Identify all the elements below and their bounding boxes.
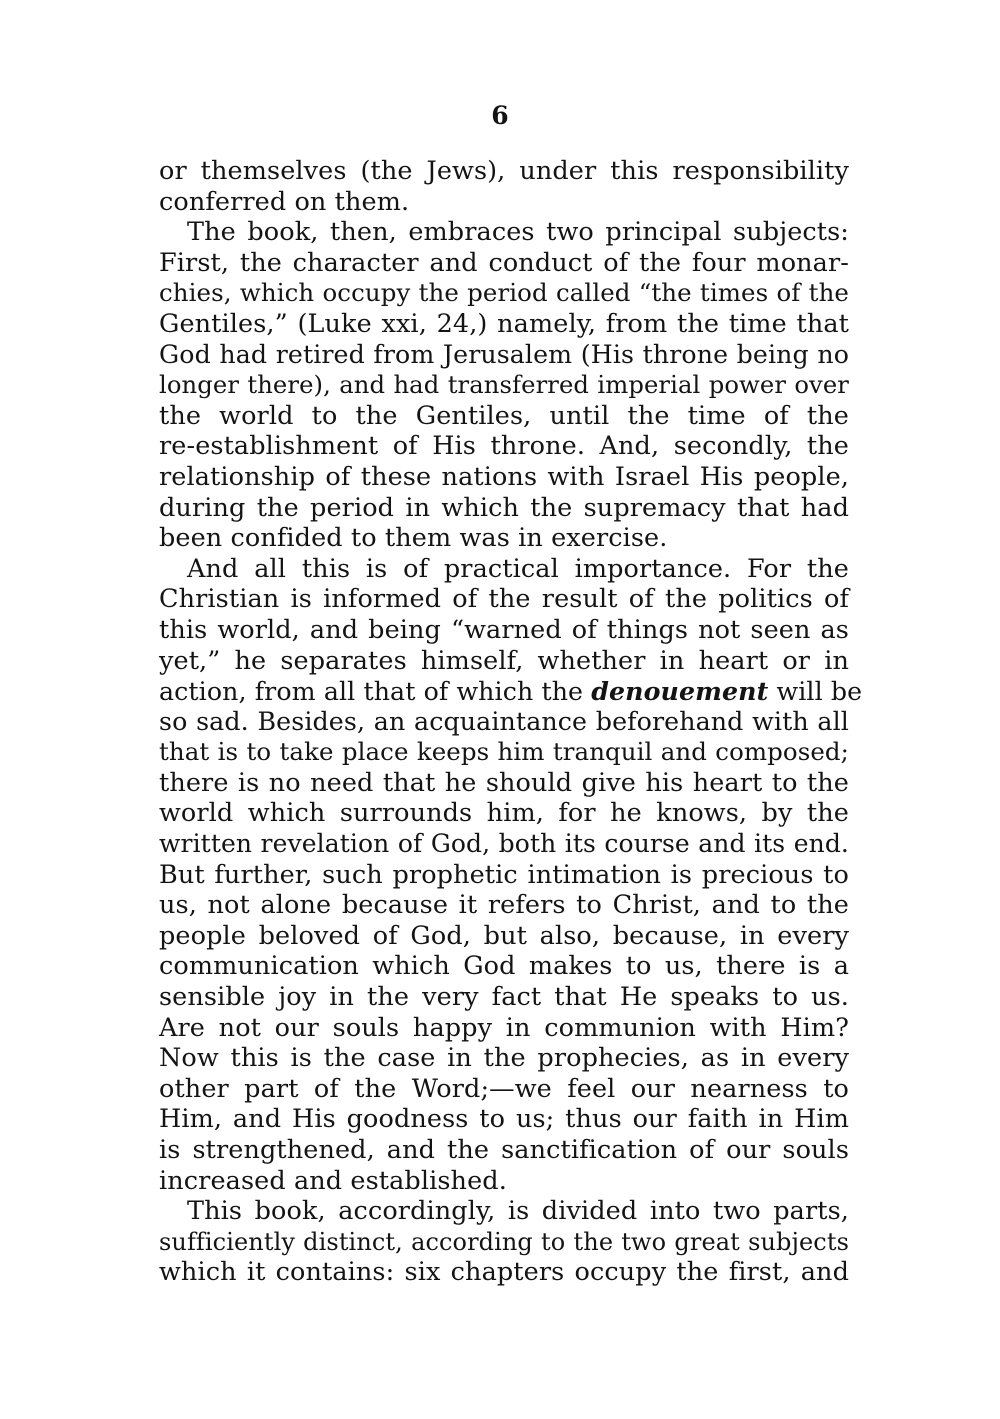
text-line: people beloved of God, but also, because, in every bbox=[159, 920, 849, 951]
text-line-part: will be bbox=[768, 677, 863, 707]
text-line: And all this is of practical importance. For the bbox=[187, 553, 849, 584]
text-line: increased and established. bbox=[159, 1165, 507, 1196]
text-line: God had retired from Jerusalem (His throne being no bbox=[159, 339, 849, 369]
text-line: during the period in which the supremacy that had bbox=[159, 492, 849, 523]
text-line: conferred on them. bbox=[159, 186, 410, 217]
text-line: This book, accordingly, is divided into two parts, bbox=[187, 1196, 849, 1227]
text-line: that is to take place keeps him tranquil and composed; bbox=[159, 737, 849, 767]
page-number: 6 bbox=[491, 101, 509, 130]
text-line: First, the character and conduct of the four monar- bbox=[159, 247, 849, 278]
text-line: Are not our souls happy in communion with Him? bbox=[159, 1012, 849, 1043]
text-line: or themselves (the Jews), under this responsibility bbox=[159, 156, 849, 186]
text-line: this world, and being “warned of things not seen as bbox=[159, 614, 849, 645]
text-line: written revelation of God, both its course and its end. bbox=[159, 829, 849, 859]
emphasized-word: denouement bbox=[591, 676, 769, 707]
text-line: Christian is informed of the result of the politics of bbox=[159, 584, 849, 615]
text-line: yet,” he separates himself, whether in heart or in bbox=[159, 645, 849, 676]
text-line: there is no need that he should give his heart to the bbox=[159, 767, 849, 798]
text-line: The book, then, embraces two principal subjects: bbox=[187, 217, 849, 248]
text-line: communication which God makes to us, there is a bbox=[159, 951, 849, 982]
text-line-with-emphasis bbox=[159, 676, 863, 707]
text-line: us, not alone because it refers to Christ, and to the bbox=[159, 890, 849, 921]
text-line: longer there), and had transferred imperial power over bbox=[159, 370, 849, 400]
text-line: which it contains: six chapters occupy the first, and bbox=[159, 1257, 849, 1288]
text-line: so sad. Besides, an acquaintance beforehand with all bbox=[159, 706, 849, 736]
text-line: sensible joy in the very fact that He speaks to us. bbox=[159, 982, 849, 1013]
text-line: other part of the Word;—we feel our nearness to bbox=[159, 1073, 849, 1104]
text-line: sufficiently distinct, according to the two great subjects bbox=[159, 1227, 849, 1256]
text-line: Now this is the case in the prophecies, as in every bbox=[159, 1043, 849, 1074]
text-line: world which surrounds him, for he knows, by the bbox=[159, 798, 849, 829]
text-line: re-establishment of His throne. And, secondly, the bbox=[159, 431, 849, 462]
text-line: is strengthened, and the sanctification of our souls bbox=[159, 1135, 849, 1165]
text-line: But further, such prophetic intimation is precious to bbox=[159, 859, 849, 890]
text-line: the world to the Gentiles, until the time of the bbox=[159, 400, 849, 431]
text-line: Gentiles,” (Luke xxi, 24,) namely, from the time that bbox=[159, 308, 849, 339]
text-line: been confided to them was in exercise. bbox=[159, 523, 668, 554]
text-line: Him, and His goodness to us; thus our faith in Him bbox=[159, 1104, 849, 1135]
text-line: relationship of these nations with Israel His people, bbox=[159, 461, 849, 492]
body-text bbox=[159, 156, 863, 1288]
text-line: chies, which occupy the period called “the times of the bbox=[159, 278, 849, 308]
text-line-part: action, from all that of which the bbox=[159, 677, 592, 707]
